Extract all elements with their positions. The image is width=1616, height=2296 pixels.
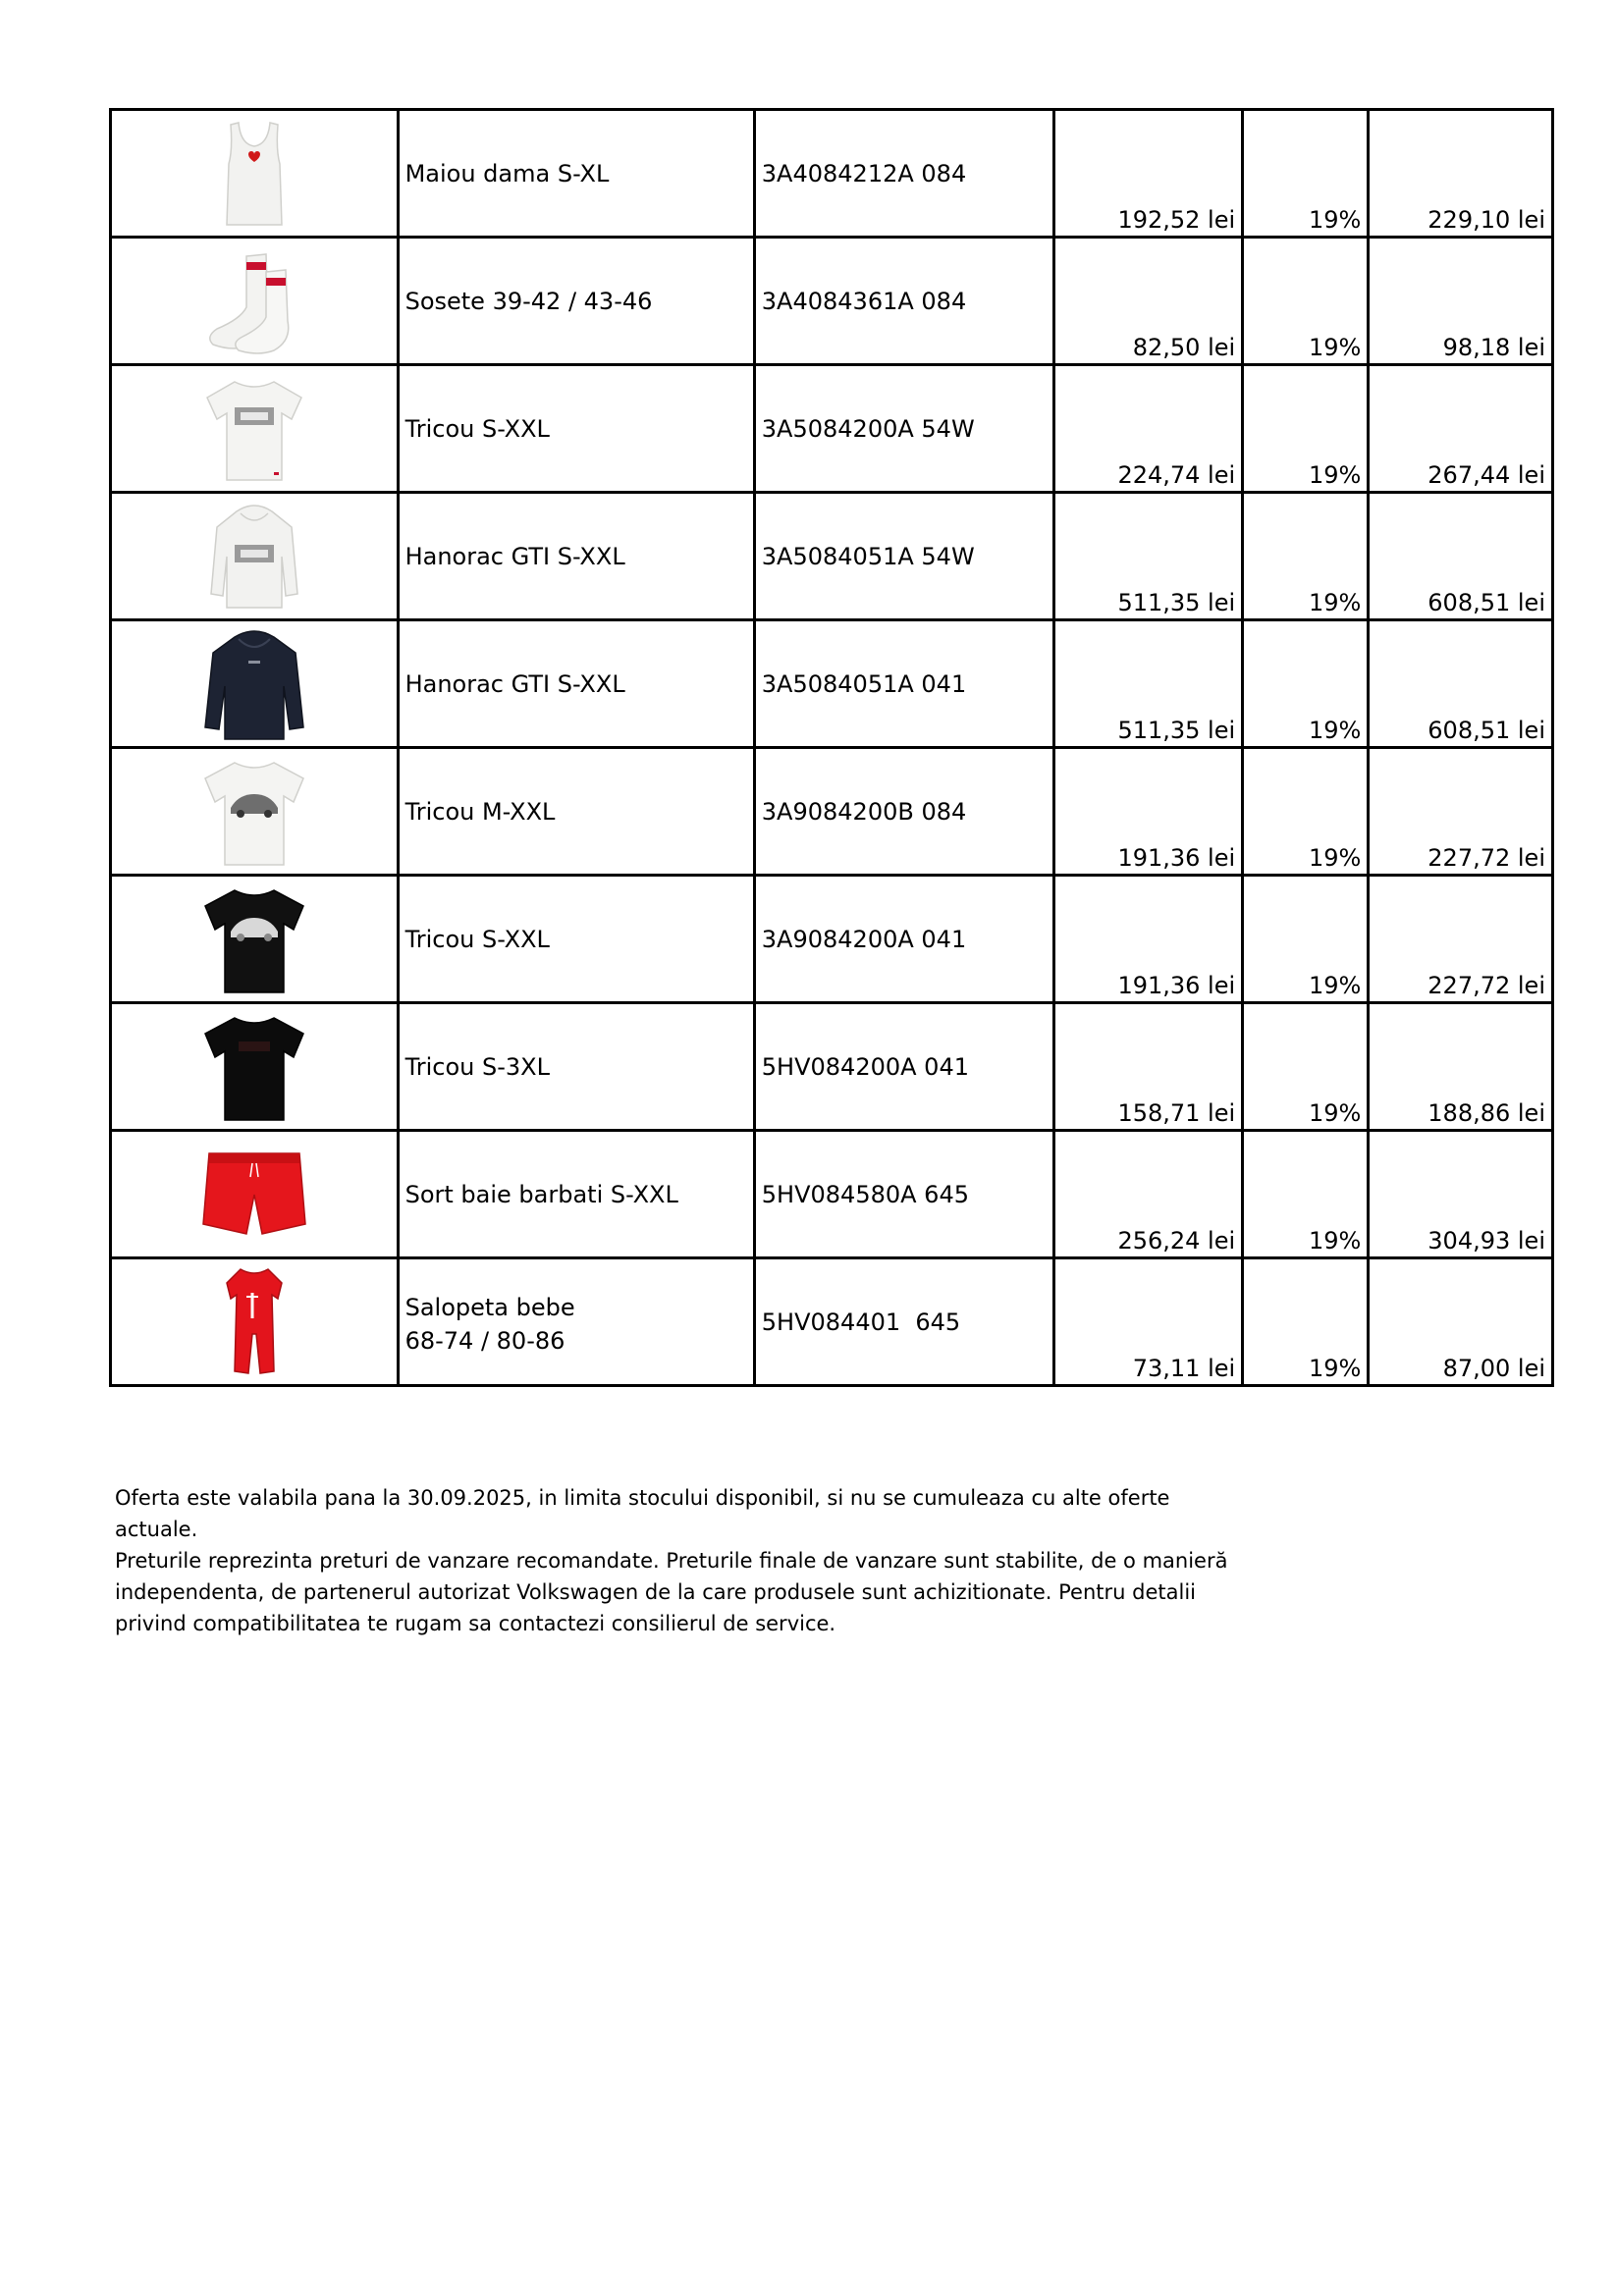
price-with-vat: 98,18 lei	[1442, 334, 1545, 361]
product-code: 5HV084401 645	[761, 1308, 961, 1336]
total-cell	[1369, 110, 1553, 238]
product-code: 3A5084051A 041	[761, 670, 967, 698]
total-cell	[1369, 1003, 1553, 1131]
price-with-vat: 608,51 lei	[1427, 717, 1545, 744]
red-baby-romper-image	[195, 1263, 313, 1381]
product-name: Tricou S-XXL	[404, 926, 550, 953]
product-code-cell	[754, 365, 1054, 493]
product-code-cell	[754, 1003, 1054, 1131]
price-cell	[1054, 110, 1243, 238]
table-row	[111, 493, 1553, 620]
vat-cell	[1243, 238, 1369, 365]
product-price-table	[109, 108, 1554, 1387]
product-name: Tricou S-3XL	[404, 1053, 550, 1081]
product-code: 3A4084361A 084	[761, 288, 967, 315]
vat-rate: 19%	[1308, 1099, 1362, 1127]
product-image-cell	[111, 748, 399, 876]
table-row	[111, 876, 1553, 1003]
product-name-cell	[398, 1131, 754, 1258]
product-image-cell	[111, 238, 399, 365]
product-code-cell	[754, 620, 1054, 748]
product-name-cell	[398, 876, 754, 1003]
table-row	[111, 110, 1553, 238]
product-image-cell	[111, 365, 399, 493]
product-name-cell	[398, 365, 754, 493]
vat-rate: 19%	[1308, 844, 1362, 872]
product-image-cell	[111, 1258, 399, 1386]
vat-cell	[1243, 620, 1369, 748]
product-name-cell	[398, 1258, 754, 1386]
product-code: 3A4084212A 084	[761, 160, 967, 187]
table-row	[111, 1131, 1553, 1258]
product-code-cell	[754, 110, 1054, 238]
vat-cell	[1243, 493, 1369, 620]
product-image-cell	[111, 876, 399, 1003]
price-without-vat: 511,35 lei	[1117, 589, 1236, 616]
price-without-vat: 73,11 lei	[1132, 1355, 1236, 1382]
product-code-cell	[754, 876, 1054, 1003]
product-name: Maiou dama S-XL	[404, 160, 610, 187]
table-row	[111, 748, 1553, 876]
total-cell	[1369, 365, 1553, 493]
price-with-vat: 229,10 lei	[1427, 206, 1545, 234]
product-code: 5HV084200A 041	[761, 1053, 969, 1081]
product-image-cell	[111, 1003, 399, 1131]
price-with-vat: 267,44 lei	[1427, 461, 1545, 489]
offer-disclaimer	[115, 1482, 1254, 1639]
vat-cell	[1243, 1003, 1369, 1131]
red-swim-shorts-image	[195, 1136, 313, 1254]
total-cell	[1369, 876, 1553, 1003]
price-with-vat: 227,72 lei	[1427, 844, 1545, 872]
table-row	[111, 1003, 1553, 1131]
price-with-vat: 87,00 lei	[1442, 1355, 1545, 1382]
price-cell	[1054, 365, 1243, 493]
price-without-vat: 256,24 lei	[1117, 1227, 1236, 1255]
product-name-cell	[398, 1003, 754, 1131]
price-cell	[1054, 238, 1243, 365]
vat-rate: 19%	[1308, 334, 1362, 361]
black-tshirt-car-image	[195, 881, 313, 998]
product-code-cell	[754, 1131, 1054, 1258]
vat-cell	[1243, 876, 1369, 1003]
price-with-vat: 188,86 lei	[1427, 1099, 1545, 1127]
black-tshirt-image	[195, 1008, 313, 1126]
product-code-cell	[754, 238, 1054, 365]
white-tshirt-car-image	[195, 753, 313, 871]
product-code-cell	[754, 748, 1054, 876]
vat-cell	[1243, 1131, 1369, 1258]
white-tshirt-image	[195, 370, 313, 488]
total-cell	[1369, 238, 1553, 365]
price-with-vat: 608,51 lei	[1427, 589, 1545, 616]
vat-rate: 19%	[1308, 972, 1362, 999]
product-name-cell	[398, 238, 754, 365]
white-socks-image	[195, 242, 313, 360]
table-row	[111, 620, 1553, 748]
table-row	[111, 1258, 1553, 1386]
vat-cell	[1243, 110, 1369, 238]
price-without-vat: 82,50 lei	[1132, 334, 1236, 361]
price-without-vat: 511,35 lei	[1117, 717, 1236, 744]
vat-rate: 19%	[1308, 206, 1362, 234]
product-name-cell	[398, 110, 754, 238]
vat-rate: 19%	[1308, 1355, 1362, 1382]
total-cell	[1369, 748, 1553, 876]
vat-cell	[1243, 365, 1369, 493]
offer-validity-text: Oferta este valabila pana la 30.09.2025, in limita stocului disponibil, si nu se cumuleaza cu alte oferte actuale.	[115, 1486, 1170, 1541]
product-name: Hanorac GTI S-XXL	[404, 543, 625, 570]
product-code-cell	[754, 1258, 1054, 1386]
product-name-cell	[398, 620, 754, 748]
product-name: Sosete 39-42 / 43-46	[404, 288, 653, 315]
vat-cell	[1243, 748, 1369, 876]
white-tank-top-image	[195, 115, 313, 233]
vat-rate: 19%	[1308, 461, 1362, 489]
total-cell	[1369, 620, 1553, 748]
total-cell	[1369, 493, 1553, 620]
product-code-cell	[754, 493, 1054, 620]
table-row	[111, 365, 1553, 493]
product-name-cell	[398, 493, 754, 620]
product-image-cell	[111, 110, 399, 238]
price-without-vat: 191,36 lei	[1117, 844, 1236, 872]
white-hoodie-image	[195, 498, 313, 615]
price-with-vat: 304,93 lei	[1427, 1227, 1545, 1255]
product-name: Tricou M-XXL	[404, 798, 556, 826]
price-cell	[1054, 876, 1243, 1003]
vat-cell	[1243, 1258, 1369, 1386]
vat-rate: 19%	[1308, 589, 1362, 616]
price-without-vat: 192,52 lei	[1117, 206, 1236, 234]
price-cell	[1054, 493, 1243, 620]
product-code: 3A9084200B 084	[761, 798, 967, 826]
vat-rate: 19%	[1308, 717, 1362, 744]
navy-hoodie-image	[195, 625, 313, 743]
product-name-line-1: Salopeta bebe	[404, 1294, 575, 1321]
total-cell	[1369, 1258, 1553, 1386]
price-cell	[1054, 748, 1243, 876]
price-cell	[1054, 1131, 1243, 1258]
product-name-cell	[398, 748, 754, 876]
vat-rate: 19%	[1308, 1227, 1362, 1255]
product-name	[405, 1291, 575, 1358]
price-without-vat: 191,36 lei	[1117, 972, 1236, 999]
product-image-cell	[111, 620, 399, 748]
price-cell	[1054, 1258, 1243, 1386]
product-code: 3A5084200A 54W	[761, 415, 975, 443]
product-name-line-2: 68-74 / 80-86	[404, 1327, 566, 1355]
product-code: 3A5084051A 54W	[761, 543, 975, 570]
price-without-vat: 224,74 lei	[1117, 461, 1236, 489]
total-cell	[1369, 1131, 1553, 1258]
product-image-cell	[111, 1131, 399, 1258]
product-code: 5HV084580A 645	[761, 1181, 969, 1208]
product-name: Tricou S-XXL	[404, 415, 550, 443]
product-image-cell	[111, 493, 399, 620]
price-cell	[1054, 620, 1243, 748]
price-cell	[1054, 1003, 1243, 1131]
table-row	[111, 238, 1553, 365]
price-with-vat: 227,72 lei	[1427, 972, 1545, 999]
product-name: Sort baie barbati S-XXL	[404, 1181, 678, 1208]
pricing-disclaimer-text: Preturile reprezinta preturi de vanzare recomandate. Preturile finale de vanzare sunt stabilite, de o manieră independenta, de partenerul autorizat Volkswagen de la care produsele sunt achizitionate. Pentru detalii privind compatibilitatea te rugam sa contactezi consilierul de service.	[115, 1549, 1228, 1635]
product-code: 3A9084200A 041	[761, 926, 967, 953]
product-name: Hanorac GTI S-XXL	[404, 670, 625, 698]
price-without-vat: 158,71 lei	[1117, 1099, 1236, 1127]
